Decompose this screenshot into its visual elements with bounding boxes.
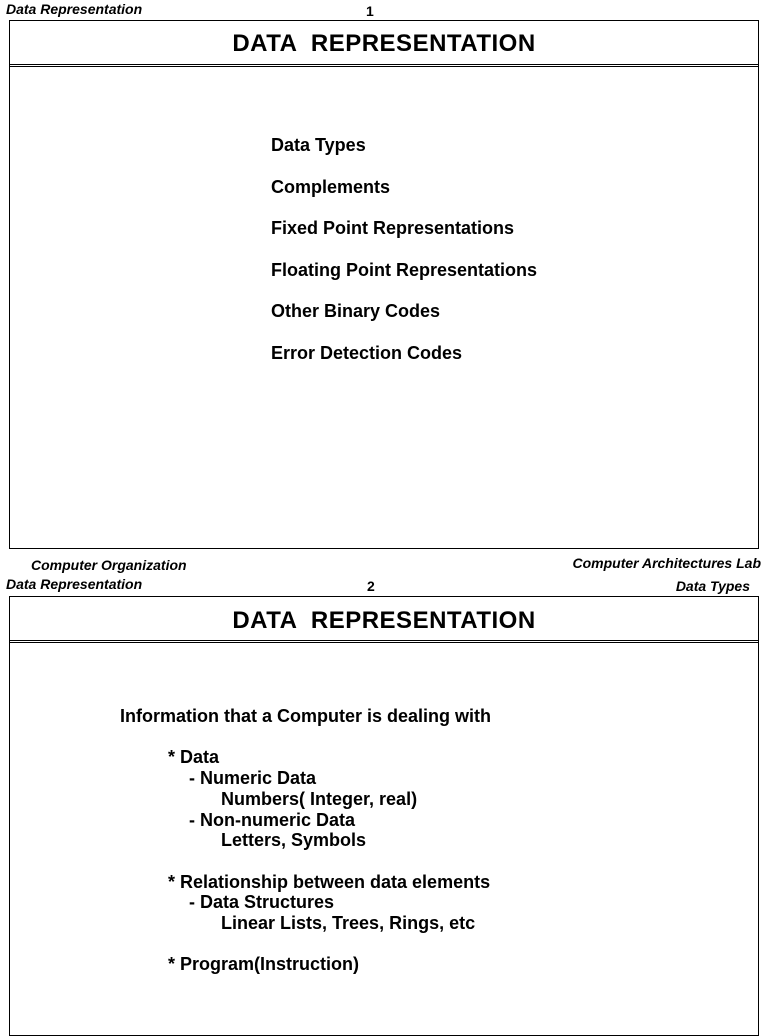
bullet-line: * Relationship between data elements [168,872,491,892]
bullet-line: - Non-numeric Data [189,810,356,830]
slide2-title: DATA REPRESENTATION [232,607,536,634]
bullet-line: Linear Lists, Trees, Rings, etc [221,913,476,933]
bullet-line: Letters, Symbols [221,830,367,850]
slide1-title-bar [10,21,758,67]
topic-item: Fixed Point Representations [271,218,515,238]
bullet-line: - Data Structures [189,892,335,912]
slide1-page-number: 1 [366,3,374,19]
topic-item: Other Binary Codes [271,301,441,321]
slide2-header-left: Data Representation [6,576,143,592]
bullet-line: Numbers( Integer, real) [221,789,418,809]
slide1-footer-left: Computer Organization [31,557,187,573]
slide1-title: DATA REPRESENTATION [232,30,536,57]
slide1-footer-right: Computer Architectures Lab [572,555,761,571]
topic-item: Error Detection Codes [271,343,463,363]
bullet-line: * Data [168,747,220,767]
topic-item: Data Types [271,135,366,155]
slide2-title-bar [10,597,758,643]
slide2-page-number: 2 [367,578,375,594]
slide2-frame [9,596,759,1036]
bullet-line: - Numeric Data [189,768,317,788]
topic-item: Floating Point Representations [271,260,538,280]
slide2-header-right: Data Types [675,578,750,594]
topic-item: Complements [271,177,391,197]
bullet-line: * Program(Instruction) [168,954,360,974]
intro-text: Information that a Computer is dealing with [120,706,492,726]
slide1-frame [9,20,759,549]
slide1-header-left: Data Representation [6,1,143,17]
